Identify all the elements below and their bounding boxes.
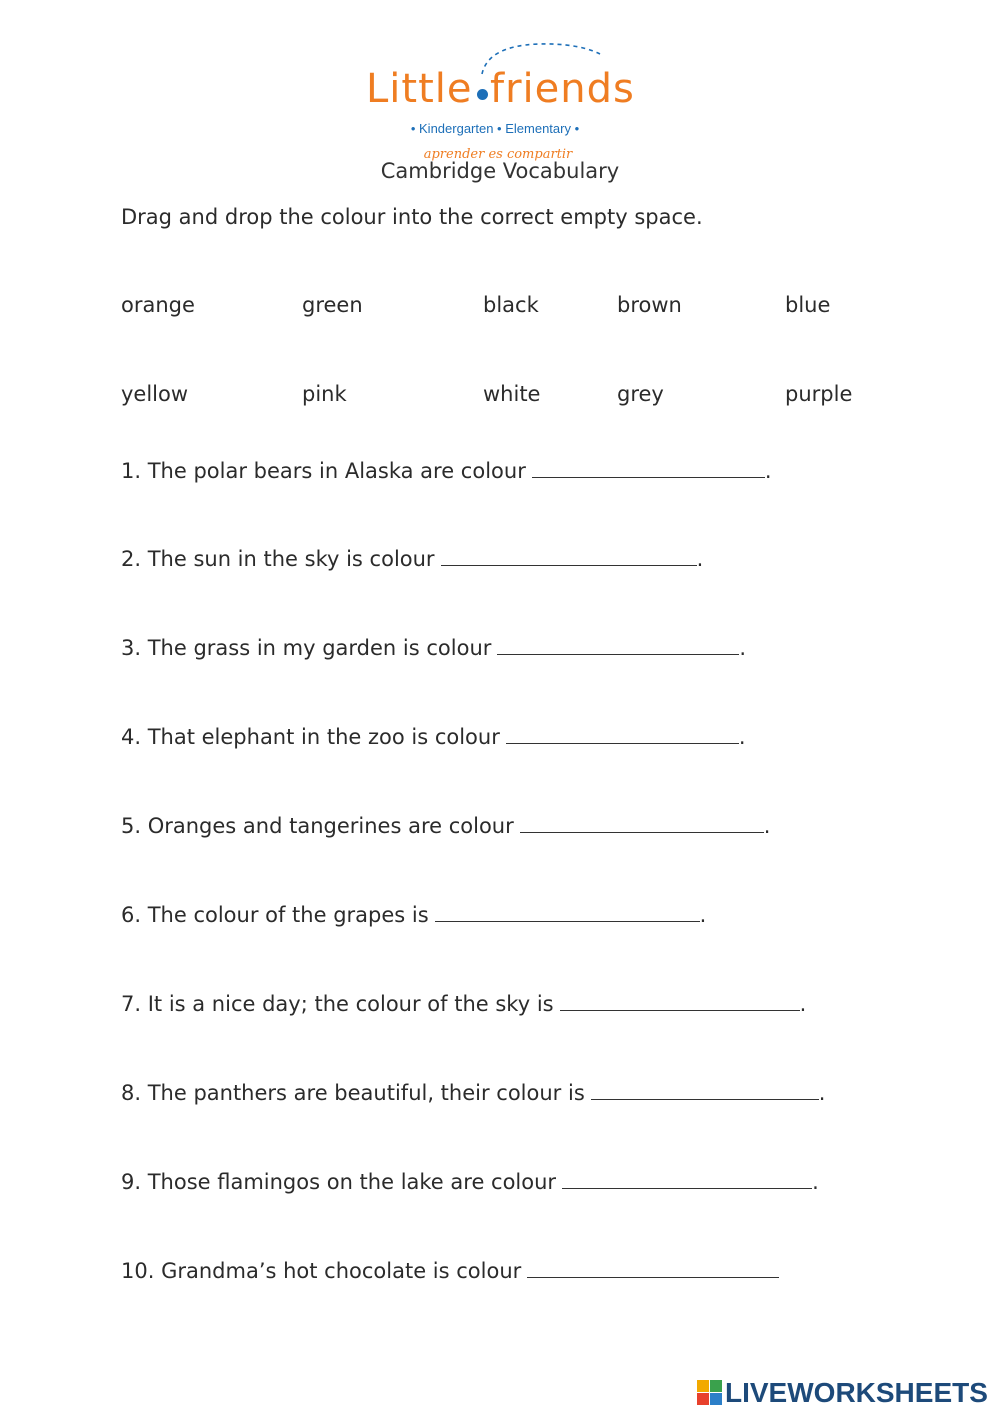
question-end: . [818,1081,826,1105]
school-logo [358,38,648,166]
question-text: 3. The grass in my garden is colour [121,636,492,660]
question-text: 7. It is a nice day; the colour of the sky is [121,992,554,1016]
word-bank-item[interactable]: brown [617,293,682,317]
logo-subtitle: • Kindergarten • Elementary • [410,121,580,136]
question-6 [121,903,706,927]
question-end: . [739,636,747,660]
question-end: . [812,1170,819,1194]
answer-drop-zone[interactable] [520,815,764,833]
answer-drop-zone[interactable] [435,904,700,922]
question-text: 1. The polar bears in Alaska are colour [121,459,526,483]
answer-drop-zone[interactable] [527,1260,779,1278]
question-end: . [696,547,704,571]
answer-drop-zone[interactable] [562,1171,812,1189]
liveworksheets-blocks-icon [697,1380,723,1406]
logo-dot [477,89,488,100]
page-title: Cambridge Vocabulary [380,159,620,183]
answer-drop-zone[interactable] [441,548,697,566]
word-bank-item[interactable]: grey [617,382,664,406]
brand-text: LIVEWORKSHEETS [725,1377,988,1408]
question-end: . [763,814,771,838]
question-3 [121,636,746,660]
question-end: . [699,903,707,927]
word-bank-item[interactable]: green [302,293,363,317]
answer-drop-zone[interactable] [532,460,765,478]
answer-drop-zone[interactable] [497,637,739,655]
word-bank-item[interactable]: purple [785,382,853,406]
answer-drop-zone[interactable] [591,1082,819,1100]
word-bank-item[interactable]: black [483,293,539,317]
question-8 [121,1081,825,1105]
instruction-text: Drag and drop the colour into the correct empty space. [121,205,703,229]
answer-drop-zone[interactable] [506,726,739,744]
word-bank-item[interactable]: white [483,382,541,406]
question-end: . [764,459,772,483]
logo-tagline: aprender es compartir [423,147,573,162]
question-text: 5. Oranges and tangerines are colour [121,814,514,838]
question-text: 2. The sun in the sky is colour [121,547,435,571]
question-9 [121,1170,819,1194]
question-5 [121,814,770,838]
question-2 [121,547,703,571]
question-text: 8. The panthers are beautiful, their colour is [121,1081,585,1105]
answer-drop-zone[interactable] [560,993,800,1011]
question-4 [121,725,746,749]
word-bank-item[interactable]: yellow [121,382,189,406]
logo-word-little: Little [366,66,473,112]
question-10 [121,1259,779,1283]
word-bank-item[interactable]: pink [302,382,347,406]
question-text: 4. That elephant in the zoo is colour [121,725,500,749]
word-bank-item[interactable]: blue [785,293,831,317]
word-bank-item[interactable]: orange [121,293,195,317]
question-text: 9. Those flamingos on the lake are colour [121,1170,557,1194]
question-7 [121,992,806,1016]
question-text: 6. The colour of the grapes is [121,903,429,927]
question-end: . [799,992,807,1016]
logo-word-friends: friends [490,66,635,112]
question-text: 10. Grandma’s hot chocolate is colour [121,1259,522,1283]
question-end: . [738,725,746,749]
question-1 [121,459,772,483]
